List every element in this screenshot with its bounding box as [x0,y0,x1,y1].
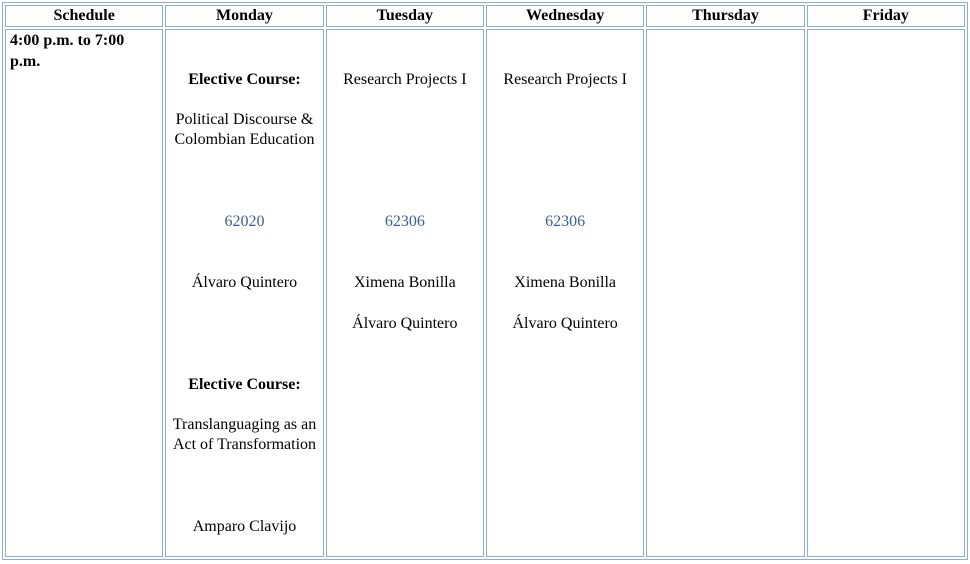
monday-cell [165,29,323,557]
header-friday: Friday [807,5,965,27]
header-wednesday: Wednesday [486,5,644,27]
header-row [5,5,965,27]
wednesday-cell [486,29,644,557]
tuesday-cell [326,29,484,557]
wednesday-code: 62306 [545,213,586,230]
friday-cell [807,29,965,557]
tuesday-code: 62306 [384,213,425,230]
tuesday-teacher2: Álvaro Quintero [352,315,458,332]
monday-course2-title: Translanguaging as an Act of Transformation [172,416,317,453]
header-schedule: Schedule [5,5,163,27]
schedule-table [2,2,968,560]
wednesday-teacher1: Ximena Bonilla [514,274,617,291]
time-slot: 4:00 p.m. to 7:00 p.m. [5,29,163,557]
wednesday-teacher2: Álvaro Quintero [512,315,618,332]
tuesday-course: Research Projects I [343,71,467,88]
header-monday: Monday [165,5,323,27]
monday-course2-teacher: Amparo Clavijo [192,518,297,535]
monday-course1-title: Political Discourse & Colombian Education [174,111,315,148]
monday-course1-code: 62020 [224,213,265,230]
header-thursday: Thursday [646,5,804,27]
monday-course1-label: Elective Course: [188,71,301,88]
thursday-cell [646,29,804,557]
wednesday-course: Research Projects I [503,71,627,88]
monday-course1-teacher: Álvaro Quintero [191,274,298,291]
schedule-page [2,2,968,562]
monday-course2-label: Elective Course: [188,376,301,393]
header-tuesday: Tuesday [326,5,484,27]
tuesday-teacher1: Ximena Bonilla [353,274,456,291]
time-row [5,29,965,557]
